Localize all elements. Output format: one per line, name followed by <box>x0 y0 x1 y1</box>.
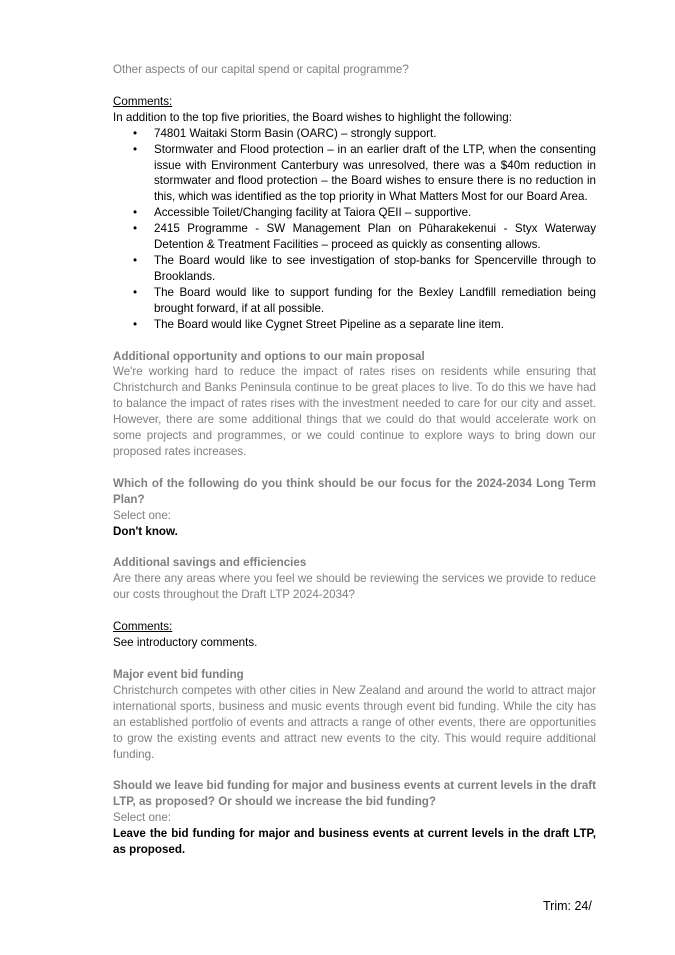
list-item: • 2415 Programme - SW Management Plan on Pūharakekenui - Styx Waterway Detention & Treatment Facilities – proceed as quickly as consenting allows. <box>133 222 596 252</box>
list-item: • Accessible Toilet/Changing facility at Taiora QEII – supportive. <box>133 206 472 220</box>
bullet-icon: • <box>133 142 138 156</box>
list-item: • The Board would like to support funding for the Bexley Landfill remediation being brought forward, if at all possible. <box>133 285 596 315</box>
savings-comment: See introductory comments. <box>113 636 258 650</box>
bullet-icon: • <box>133 206 138 220</box>
bullet-icon: • <box>133 253 138 267</box>
priority-list <box>113 126 596 333</box>
bullet-icon: • <box>133 285 138 299</box>
event-question: Should we leave bid funding for major and business events at current levels in the draft LTP, as proposed? Or should we increase the bid funding? <box>113 779 596 809</box>
bullet-icon: • <box>133 222 138 236</box>
list-item: • The Board would like to see investigation of stop-banks for Spencerville through to Brooklands. <box>133 253 596 283</box>
event-answer: Leave the bid funding for major and business events at current levels in the draft LTP, as proposed. <box>113 827 596 857</box>
focus-select-label: Select one: <box>113 508 172 522</box>
comments-label: Comments: <box>113 94 173 108</box>
bullet-icon: • <box>133 126 138 140</box>
event-body: Christchurch competes with other cities in New Zealand and around the world to attract major international sports, business and music events through event bid funding. While the city has an established portfolio of events and attracts a range of other events, there are opportunities to grow the existing events and attract new events to the city. This would require additional funding. <box>113 683 596 761</box>
page-content <box>113 62 596 858</box>
list-item: • Stormwater and Flood protection – in an earlier draft of the LTP, when the consenting issue with Environment Canterbury was unresolved, there was a $40m reduction in stormwater and flood protection – the Board wishes to ensure there is no reduction in this, which was identified as the top priority in What Matters Most for our Board Area. <box>133 142 596 204</box>
savings-comments-label: Comments: <box>113 620 173 634</box>
trim-reference: Trim: 24/ <box>543 899 592 913</box>
event-select-label: Select one: <box>113 811 172 825</box>
question-capital-spend: Other aspects of our capital spend or capital programme? <box>113 63 409 76</box>
opportunity-heading: Additional opportunity and options to our main proposal <box>113 349 425 363</box>
list-item: • 74801 Waitaki Storm Basin (OARC) – strongly support. <box>133 126 437 140</box>
intro-text: In addition to the top five priorities, the Board wishes to highlight the following: <box>113 110 512 124</box>
savings-body: Are there any areas where you feel we should be reviewing the services we provide to reduce our costs throughout the Draft LTP 2024-2034? <box>113 572 596 602</box>
focus-answer: Don't know. <box>113 524 178 538</box>
focus-question: Which of the following do you think should be our focus for the 2024-2034 Long Term Plan? <box>113 476 596 506</box>
event-heading: Major event bid funding <box>113 668 244 681</box>
list-item: • The Board would like Cygnet Street Pipeline as a separate line item. <box>133 317 504 331</box>
savings-heading: Additional savings and efficiencies <box>113 556 307 570</box>
bullet-icon: • <box>133 317 138 331</box>
opportunity-body: We're working hard to reduce the impact of rates rises on residents while ensuring that Christchurch and Banks Peninsula continue to be great places to live. To do this we have had to balance the impact of rates rises with the investment needed to care for our city and asset. However, there are some additional things that we could do that would accelerate work on some projects and programmes, or we could continue to explore ways to bring down our proposed rates increases. <box>113 365 596 458</box>
